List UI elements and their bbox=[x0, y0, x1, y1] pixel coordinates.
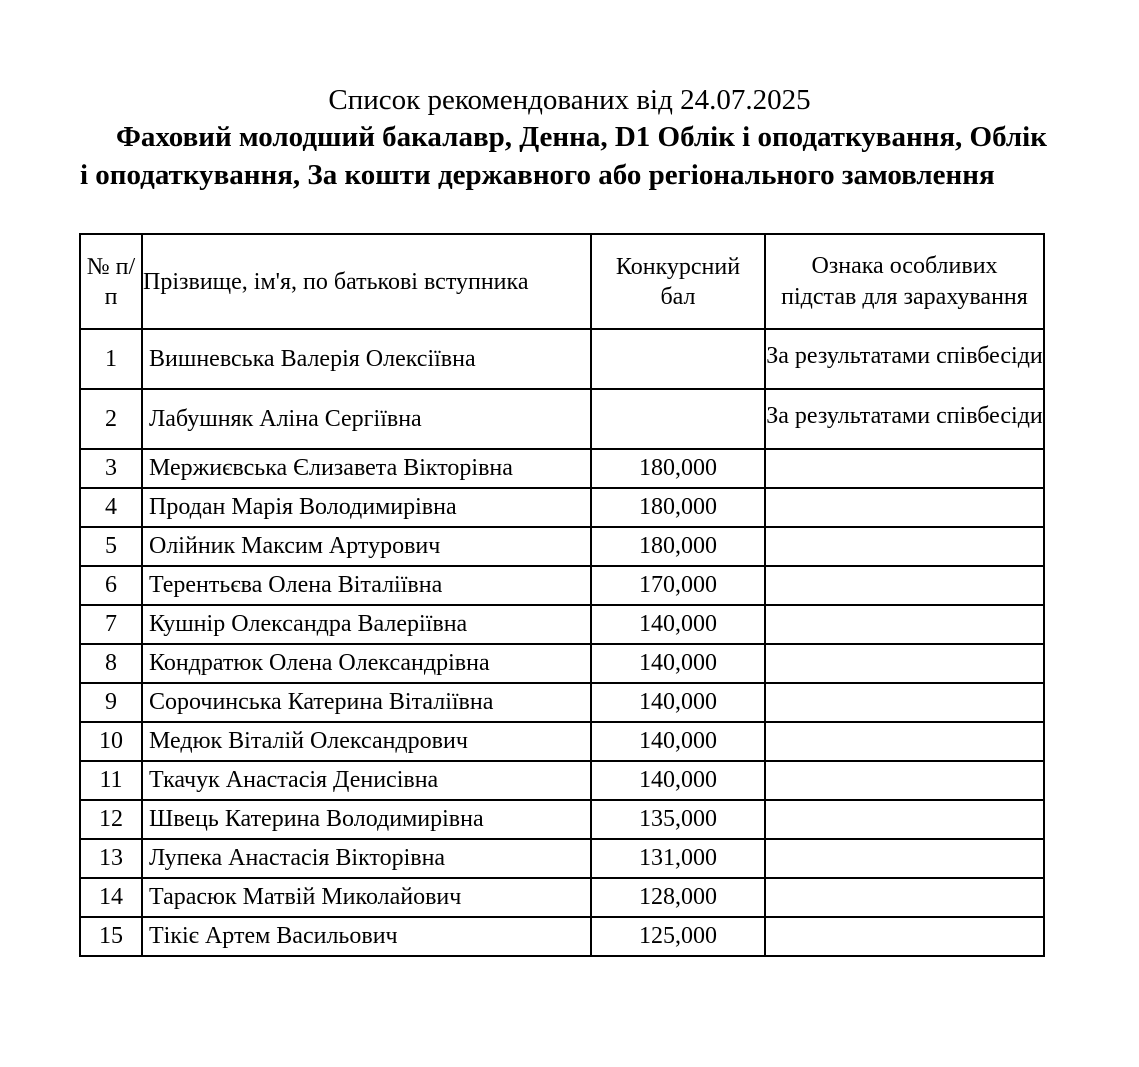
row-name: Олійник Максим Артурович bbox=[142, 527, 591, 566]
row-note bbox=[765, 644, 1044, 683]
row-score: 140,000 bbox=[591, 683, 765, 722]
row-name: Лупека Анастасія Вікторівна bbox=[142, 839, 591, 878]
row-num: 13 bbox=[80, 839, 142, 878]
row-name: Вишневська Валерія Олексіївна bbox=[142, 329, 591, 389]
table-row bbox=[80, 917, 1044, 956]
row-score: 131,000 bbox=[591, 839, 765, 878]
row-note bbox=[765, 449, 1044, 488]
row-name: Кушнір Олександра Валеріївна bbox=[142, 605, 591, 644]
header-score: Конкурсний бал bbox=[591, 234, 765, 329]
row-score bbox=[591, 389, 765, 449]
row-num: 5 bbox=[80, 527, 142, 566]
row-score: 170,000 bbox=[591, 566, 765, 605]
row-name: Медюк Віталій Олександрович bbox=[142, 722, 591, 761]
document-title: Список рекомендованих від 24.07.2025 bbox=[328, 84, 811, 116]
row-num: 11 bbox=[80, 761, 142, 800]
row-score: 140,000 bbox=[591, 644, 765, 683]
row-score: 140,000 bbox=[591, 761, 765, 800]
header-note: Ознака особливих підстав для зарахування bbox=[765, 234, 1044, 329]
row-note bbox=[765, 329, 1044, 389]
row-name: Тарасюк Матвій Миколайович bbox=[142, 878, 591, 917]
row-note-text: За результатами співбесіди bbox=[766, 342, 1043, 369]
table-row bbox=[80, 488, 1044, 527]
table-header-row bbox=[80, 234, 1044, 329]
row-score: 180,000 bbox=[591, 449, 765, 488]
header-num: № п/п bbox=[80, 234, 142, 329]
row-name: Ткачук Анастасія Денисівна bbox=[142, 761, 591, 800]
table-row bbox=[80, 683, 1044, 722]
table-row bbox=[80, 878, 1044, 917]
table-row bbox=[80, 761, 1044, 800]
table-row bbox=[80, 449, 1044, 488]
row-name: Кондратюк Олена Олександрівна bbox=[142, 644, 591, 683]
row-score: 140,000 bbox=[591, 605, 765, 644]
row-name: Тікіє Артем Васильович bbox=[142, 917, 591, 956]
row-note bbox=[765, 800, 1044, 839]
row-note bbox=[765, 917, 1044, 956]
row-note bbox=[765, 527, 1044, 566]
row-name: Лабушняк Аліна Сергіївна bbox=[142, 389, 591, 449]
header-name: Прізвище, ім'я, по батькові вступника bbox=[142, 234, 591, 329]
row-num: 6 bbox=[80, 566, 142, 605]
row-note bbox=[765, 488, 1044, 527]
row-score bbox=[591, 329, 765, 389]
row-score: 128,000 bbox=[591, 878, 765, 917]
row-note bbox=[765, 839, 1044, 878]
table-row bbox=[80, 566, 1044, 605]
row-num: 4 bbox=[80, 488, 142, 527]
row-num: 8 bbox=[80, 644, 142, 683]
row-note bbox=[765, 605, 1044, 644]
row-score: 125,000 bbox=[591, 917, 765, 956]
table-row bbox=[80, 605, 1044, 644]
table-row bbox=[80, 722, 1044, 761]
row-num: 7 bbox=[80, 605, 142, 644]
row-score: 180,000 bbox=[591, 488, 765, 527]
row-note bbox=[765, 683, 1044, 722]
row-name: Продан Марія Володимирівна bbox=[142, 488, 591, 527]
row-num: 9 bbox=[80, 683, 142, 722]
table-row bbox=[80, 839, 1044, 878]
table-row bbox=[80, 800, 1044, 839]
table-row bbox=[80, 527, 1044, 566]
row-num: 15 bbox=[80, 917, 142, 956]
table-row bbox=[80, 329, 1044, 389]
recommended-list-table bbox=[79, 233, 1045, 957]
table-row bbox=[80, 389, 1044, 449]
row-num: 14 bbox=[80, 878, 142, 917]
table-body bbox=[80, 329, 1044, 956]
row-note bbox=[765, 389, 1044, 449]
row-score: 180,000 bbox=[591, 527, 765, 566]
row-num: 10 bbox=[80, 722, 142, 761]
row-name: Сорочинська Катерина Віталіївна bbox=[142, 683, 591, 722]
table-row bbox=[80, 644, 1044, 683]
row-score: 135,000 bbox=[591, 800, 765, 839]
row-num: 1 bbox=[80, 329, 142, 389]
row-name: Швець Катерина Володимирівна bbox=[142, 800, 591, 839]
row-note-text: За результатами співбесіди bbox=[766, 402, 1043, 429]
row-num: 3 bbox=[80, 449, 142, 488]
row-score: 140,000 bbox=[591, 722, 765, 761]
row-note bbox=[765, 722, 1044, 761]
row-note bbox=[765, 878, 1044, 917]
document-subtitle: Фаховий молодший бакалавр, Денна, D1 Облік і оподаткування, Облік і оподаткування, За кошти державного або регіонального замовлення bbox=[80, 121, 1047, 191]
row-num: 2 bbox=[80, 389, 142, 449]
row-note bbox=[765, 761, 1044, 800]
row-num: 12 bbox=[80, 800, 142, 839]
row-name: Мержиєвська Єлизавета Вікторівна bbox=[142, 449, 591, 488]
row-name: Терентьєва Олена Віталіївна bbox=[142, 566, 591, 605]
row-note bbox=[765, 566, 1044, 605]
